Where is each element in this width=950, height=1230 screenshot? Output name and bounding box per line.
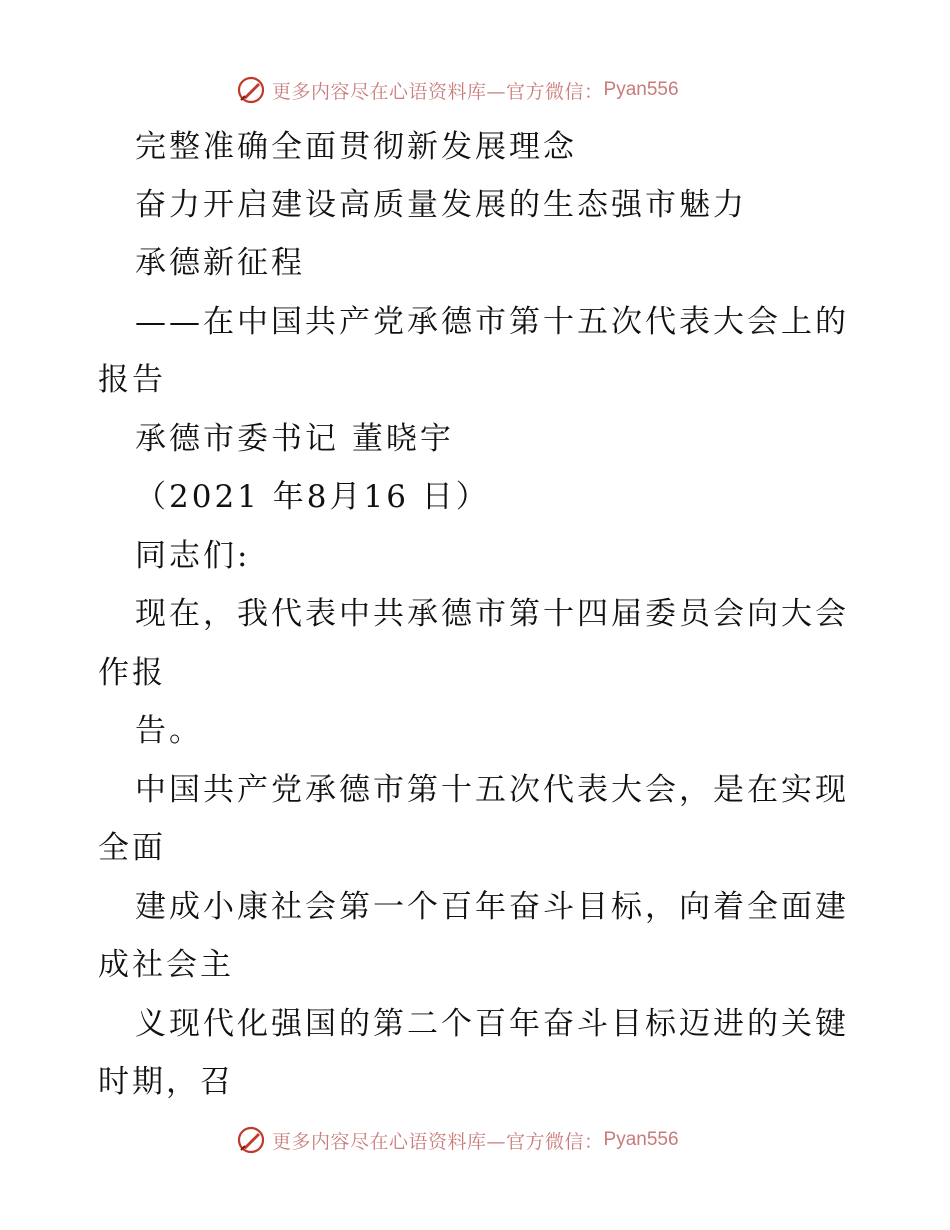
paragraph-line: 成社会主 [98,947,234,983]
paragraph-line: 时期，召 [98,1064,234,1100]
paragraph-line: 中国共产党承德市第十五次代表大会，是在实现 [135,772,849,808]
watermark-wechat-id: Pyan556 [603,1129,679,1150]
title-line-1: 完整准确全面贯彻新发展理念 [135,129,577,165]
paragraph-line: 义现代化强国的第二个百年奋斗目标迈进的关键 [135,1006,849,1042]
paragraph-line: 建成小康社会第一个百年奋斗目标，向着全面建 [135,889,849,925]
paragraph-line: 作报 [98,655,166,691]
paragraph-line: 告。 [135,713,203,749]
subtitle-line-1: ——在中国共产党承德市第十五次代表大会上的 [135,304,849,340]
quill-logo-icon [236,75,266,105]
author-line: 承德市委书记 董晓宇 [135,421,454,457]
watermark-wechat-id: Pyan556 [603,79,679,100]
watermark-header [236,73,679,107]
title-line-3: 承德新征程 [135,245,305,281]
paragraph-line: 全面 [98,830,166,866]
watermark-text: 更多内容尽在心语资料库—官方微信： [272,80,604,103]
quill-logo-icon [236,1125,266,1155]
watermark-footer [236,1123,679,1157]
salutation: 同志们: [135,538,251,574]
title-line-2: 奋力开启建设高质量发展的生态强市魅力 [135,187,747,223]
date-line: （2021 年8月16 日） [135,479,490,515]
subtitle-line-2: 报告 [98,362,166,398]
watermark-text: 更多内容尽在心语资料库—官方微信： [272,1130,604,1153]
paragraph-line: 现在，我代表中共承德市第十四届委员会向大会 [135,596,849,632]
